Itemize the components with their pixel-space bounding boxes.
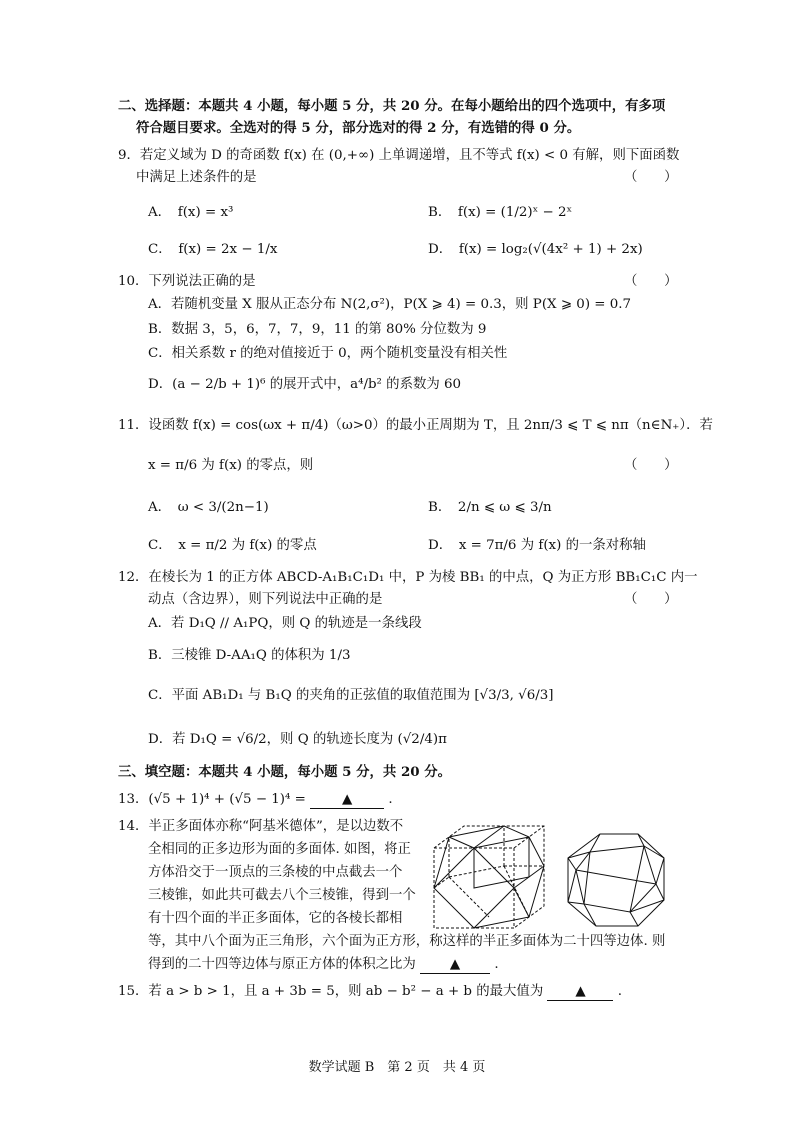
- q13-line: [118, 790, 393, 810]
- q14-line7-text: 得到的二十四等边体与原正方体的体积之比为: [148, 957, 416, 972]
- q15-line: [118, 982, 622, 1002]
- q14-line2: 全相同的正多边形为面的多面体. 如图，将正: [148, 842, 411, 857]
- q14-line4: 三棱锥，如此共可截去八个三棱锥，得到一个: [148, 888, 416, 903]
- q10-option-b: B．数据 3，5，6，7，7，9，11 的第 80% 分位数为 9: [148, 322, 487, 337]
- q14-line1: 14．半正多面体亦称“阿基米德体”，是以边数不: [118, 819, 404, 834]
- q11-answer-paren: （ ）: [624, 458, 678, 473]
- q11-option-a: A． ω < 3/(2n−1): [148, 500, 269, 515]
- q15-text: 15．若 a > b > 1，且 a + 3b = 5，则 ab − b² − a + b 的最大值为: [118, 984, 544, 999]
- q9-stem-line1: 9．若定义域为 D 的奇函数 f(x) 在 (0,+∞) 上单调递增，且不等式 f(x) < 0 有解，则下面函数: [118, 148, 680, 163]
- q12-option-b: B．三棱锥 D-AA₁Q 的体积为 1/3: [148, 648, 351, 663]
- q12-stem-line1: 12．在棱长为 1 的正方体 ABCD-A₁B₁C₁D₁ 中，P 为棱 BB₁ 的中点，Q 为正方形 BB₁C₁C 内一: [118, 570, 698, 585]
- section3-header: 三、填空题：本题共 4 小题，每小题 5 分，共 20 分。: [118, 764, 452, 780]
- q9-option-d: D． f(x) = log₂(√(4x² + 1) + 2x): [428, 242, 643, 257]
- cube-truncation-figure: [430, 822, 548, 932]
- q13-end: .: [388, 792, 393, 807]
- q14-line5: 有十四个面的半正多面体，它的各棱长都相: [148, 911, 403, 926]
- q12-option-d: D．若 D₁Q = √6/2，则 Q 的轨迹长度为 (√2/4)π: [148, 732, 447, 747]
- page-footer: 数学试题 B 第 2 页 共 4 页: [308, 1060, 486, 1075]
- cuboctahedron-figure: [560, 830, 670, 930]
- q12-option-c: C．平面 AB₁D₁ 与 B₁Q 的夹角的正弦值的取值范围为 [√3/3, √6/3]: [148, 688, 554, 703]
- q12-stem-line2: 动点（含边界），则下列说法中正确的是: [148, 592, 383, 607]
- q9-option-c: C． f(x) = 2x − 1/x: [148, 242, 278, 257]
- q15-end: .: [617, 984, 623, 999]
- q10-stem: 10．下列说法正确的是: [118, 274, 256, 289]
- q14-end: .: [494, 957, 499, 972]
- q10-option-a: A．若随机变量 X 服从正态分布 N(2,σ²)，P(X ⩾ 4) = 0.3，则 P(X ⩾ 0) = 0.7: [148, 297, 632, 312]
- q9-answer-paren: （ ）: [624, 170, 678, 185]
- q11-stem-line1: 11．设函数 f(x) = cos(ωx + π/4)（ω>0）的最小正周期为 T，且 2nπ/3 ⩽ T ⩽ nπ（n∈N₊）．若: [118, 418, 713, 433]
- q9-option-a: A． f(x) = x³: [148, 205, 234, 220]
- q10-option-c: C．相关系数 r 的绝对值接近于 0，两个随机变量没有相关性: [148, 346, 508, 361]
- q14-line6: 等，其中八个面为正三角形，六个面为正方形，称这样的半正多面体为二十四等边体. 则: [148, 934, 666, 949]
- q9-stem-line2: 中满足上述条件的是: [136, 170, 257, 185]
- q10-answer-paren: （ ）: [624, 274, 678, 289]
- q11-option-d: D． x = 7π/6 为 f(x) 的一条对称轴: [428, 538, 646, 553]
- q14-answer-blank[interactable]: ▲: [420, 957, 490, 974]
- section2-header-line2: 符合题目要求。全选对的得 5 分，部分选对的得 2 分，有选错的得 0 分。: [136, 120, 581, 136]
- q11-stem-line2: x = π/6 为 f(x) 的零点，则: [148, 458, 314, 473]
- q13-answer-blank[interactable]: ▲: [310, 792, 384, 809]
- q13-text: 13．(√5 + 1)⁴ + (√5 − 1)⁴ =: [118, 792, 306, 807]
- q11-option-c: C． x = π/2 为 f(x) 的零点: [148, 538, 317, 553]
- q14-line7: [148, 955, 499, 975]
- q10-option-d: D．(a − 2/b + 1)⁶ 的展开式中，a⁴/b² 的系数为 60: [148, 377, 462, 392]
- section2-header-line1: 二、选择题：本题共 4 小题，每小题 5 分，共 20 分。在每小题给出的四个选项中，有多项: [118, 98, 666, 114]
- q14-line3: 方体沿交于一顶点的三条棱的中点截去一个: [148, 865, 403, 880]
- q9-option-b: B． f(x) = (1/2)ˣ − 2ˣ: [428, 205, 573, 220]
- q12-option-a: A．若 D₁Q // A₁PQ，则 Q 的轨迹是一条线段: [148, 616, 422, 631]
- q15-answer-blank[interactable]: ▲: [547, 984, 613, 1001]
- q12-answer-paren: （ ）: [624, 592, 678, 607]
- q11-option-b: B． 2/n ⩽ ω ⩽ 3/n: [428, 500, 552, 515]
